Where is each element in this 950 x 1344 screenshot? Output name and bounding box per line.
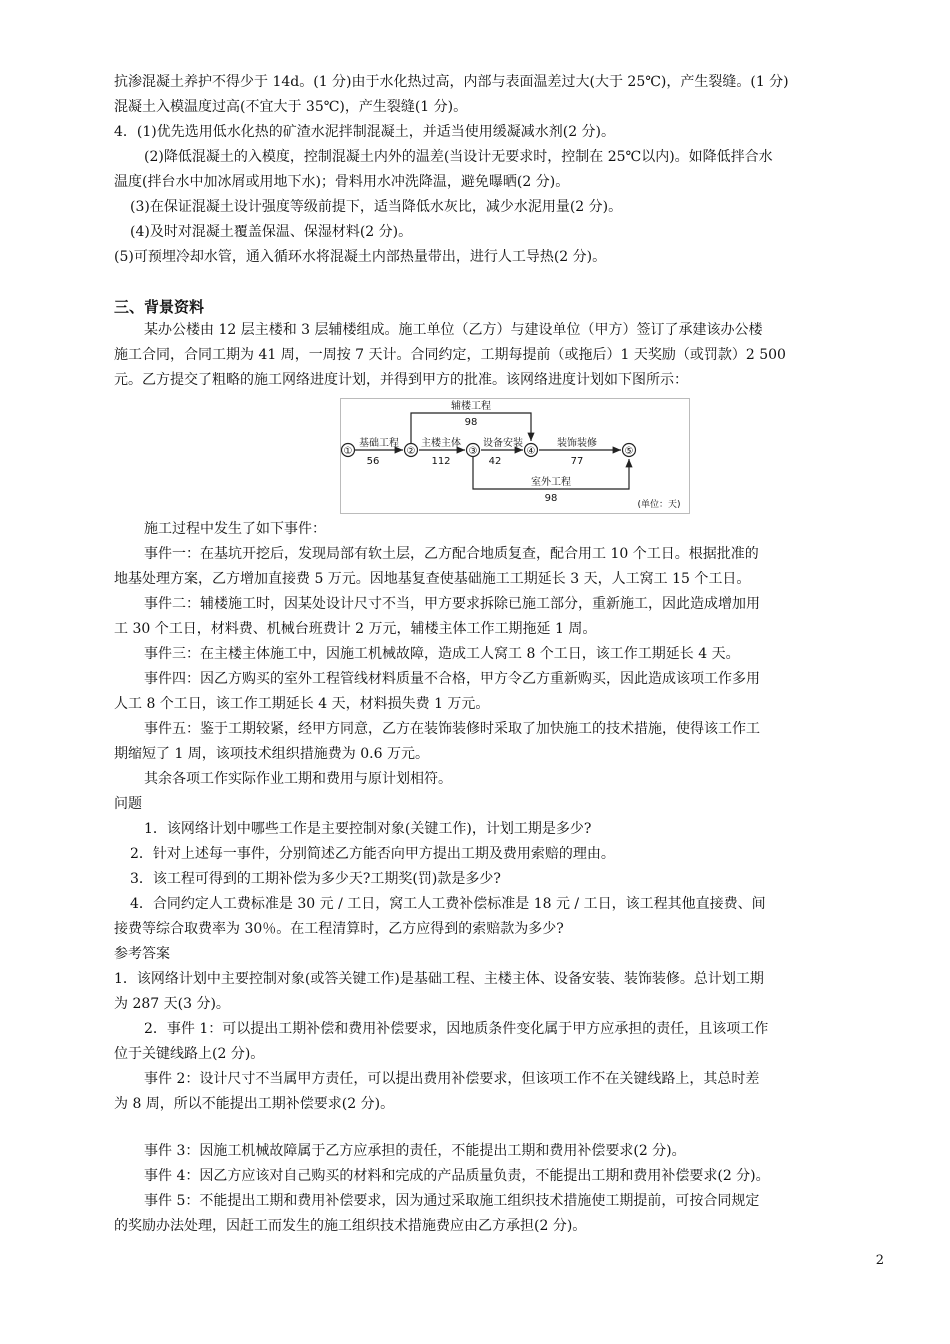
text-line: (3)在保证混凝土设计强度等级前提下，适当降低水灰比，减少水泥用量(2 分)。 bbox=[130, 199, 623, 215]
text-line: (5)可预埋冷却水管，通入循环水将混凝土内部热量带出，进行人工导热(2 分)。 bbox=[114, 249, 607, 265]
activity-name: 主楼主体 bbox=[421, 438, 461, 449]
page-number: 2 bbox=[875, 1253, 884, 1268]
text-line: 元。乙方提交了粗略的施工网络进度计划，并得到甲方的批准。该网络进度计划如下图所示： bbox=[114, 372, 688, 388]
text-line: 温度(拌台水中加冰屑或用地下水)；骨料用水冲洗降温，避免曝晒(2 分)。 bbox=[114, 174, 570, 190]
text-line: 施工合同，合同工期为 41 周，一周按 7 天计。合同约定，工期每提前（或拖后）1 天奖励（或罚款）2 500 bbox=[114, 347, 786, 363]
text-line: 事件 5：不能提出工期和费用补偿要求，因为通过采取施工组织技术措施使工期提前，可按合同规定 bbox=[144, 1193, 760, 1209]
text-line: 问题 bbox=[114, 796, 142, 812]
activity-duration: 56 bbox=[366, 456, 380, 467]
section-heading: 三、背景资料 bbox=[114, 298, 205, 316]
text-line: 抗渗混凝土养护不得少于 14d。(1 分)由于水化热过高，内部与表面温差过大(大于 25℃)，产生裂缝。(1 分) bbox=[114, 74, 789, 90]
node-label: ② bbox=[406, 446, 416, 457]
text-line: 参考答案 bbox=[114, 946, 170, 962]
text-line: (2)降低混凝土的入模度，控制混凝土内外的温差(当设计无要求时，控制在 25℃以内)。如降低拌合水 bbox=[144, 149, 773, 165]
unit-label: (单位：天) bbox=[637, 500, 681, 510]
text-line: 期缩短了 1 周，该项技术组织措施费为 0.6 万元。 bbox=[114, 746, 429, 762]
text-line: 事件五：鉴于工期较紧，经甲方同意，乙方在装饰装修时采取了加快施工的技术措施，使得该工作工 bbox=[144, 721, 760, 737]
text-line: 的奖励办法处理，因赶工而发生的施工组织技术措施费应由乙方承担(2 分)。 bbox=[114, 1218, 587, 1234]
text-line: 地基处理方案，乙方增加直接费 5 万元。因地基复查使基础施工工期延长 3 天，人工窝工 15 个工日。 bbox=[114, 571, 751, 587]
text-line: 人工 8 个工日，该工作工期延长 4 天，材料损失费 1 万元。 bbox=[114, 696, 490, 712]
network-diagram bbox=[340, 398, 690, 514]
text-line: 工 30 个工日，材料费、机械台班费计 2 万元，辅楼主体工作工期拖延 1 周。 bbox=[114, 621, 597, 637]
text-line: 事件 3：因施工机械故障属于乙方应承担的责任，不能提出工期和费用补偿要求(2 分)。 bbox=[144, 1143, 686, 1159]
activity-name: 设备安装 bbox=[483, 438, 523, 449]
text-line: 接费等综合取费率为 30％。在工程清算时，乙方应得到的索赔款为多少? bbox=[114, 921, 564, 937]
node-label: ④ bbox=[526, 446, 536, 457]
text-line: 事件 2：设计尺寸不当属甲方责任，可以提出费用补偿要求，但该项工作不在关键线路上，其总时差 bbox=[144, 1071, 760, 1087]
text-line: 1．该网络计划中主要控制对象(或答关键工作)是基础工程、主楼主体、设备安装、装饰装修。总计划工期 bbox=[114, 971, 764, 987]
activity-duration: 112 bbox=[431, 456, 451, 467]
text-line: 事件四：因乙方购买的室外工程管线材料质量不合格，甲方令乙方重新购买，因此造成该项工作多用 bbox=[144, 671, 760, 687]
node-label: ① bbox=[343, 446, 353, 457]
text-line: 1．该网络计划中哪些工作是主要控制对象(关键工作)，计划工期是多少? bbox=[144, 821, 592, 837]
activity-duration: 98 bbox=[464, 417, 478, 428]
text-line: 3．该工程可得到的工期补偿为多少天?工期奖(罚)款是多少? bbox=[130, 871, 501, 887]
text-line: 某办公楼由 12 层主楼和 3 层辅楼组成。施工单位（乙方）与建设单位（甲方）签订了承建该办公楼 bbox=[144, 322, 763, 338]
activity-name: 装饰装修 bbox=[557, 438, 597, 449]
text-line: 事件一：在基坑开挖后，发现局部有软土层，乙方配合地质复查，配合用工 10 个工日。根据批准的 bbox=[144, 546, 759, 562]
text-line: 为 8 周，所以不能提出工期补偿要求(2 分)。 bbox=[114, 1096, 395, 1112]
network-diagram-svg bbox=[341, 399, 689, 513]
activity-name: 基础工程 bbox=[359, 438, 399, 449]
node-label: ③ bbox=[468, 446, 478, 457]
activity-duration: 98 bbox=[544, 493, 558, 504]
activity-name: 室外工程 bbox=[531, 477, 571, 488]
activity-duration: 42 bbox=[488, 456, 502, 467]
text-line: (4)及时对混凝土覆盖保温、保湿材料(2 分)。 bbox=[130, 224, 413, 240]
activity-name: 辅楼工程 bbox=[451, 401, 491, 412]
text-line: 4．(1)优先选用低水化热的矿渣水泥拌制混凝土，并适当使用缓凝减水剂(2 分)。 bbox=[114, 124, 616, 140]
text-line: 混凝土入模温度过高(不宜大于 35℃)，产生裂缝(1 分)。 bbox=[114, 99, 468, 115]
text-line: 2．事件 1：可以提出工期补偿和费用补偿要求，因地质条件变化属于甲方应承担的责任，且该项工作 bbox=[144, 1021, 769, 1037]
text-line: 2．针对上述每一事件，分别简述乙方能否向甲方提出工期及费用索赔的理由。 bbox=[130, 846, 615, 862]
text-line: 其余各项工作实际作业工期和费用与原计划相符。 bbox=[144, 771, 452, 787]
text-line: 事件三：在主楼主体施工中，因施工机械故障，造成工人窝工 8 个工日，该工作工期延长 4 天。 bbox=[144, 646, 740, 662]
text-line: 位于关键线路上(2 分)。 bbox=[114, 1046, 265, 1062]
text-line: 为 287 天(3 分)。 bbox=[114, 996, 230, 1012]
node-label: ⑤ bbox=[624, 446, 634, 457]
text-line: 施工过程中发生了如下事件： bbox=[144, 521, 326, 537]
text-line: 4．合同约定人工费标准是 30 元 / 工日，窝工人工费补偿标准是 18 元 / 工日，该工程其他直接费、间 bbox=[130, 896, 766, 912]
text-line: 事件二：辅楼施工时，因某处设计尺寸不当，甲方要求拆除已施工部分，重新施工，因此造成增加用 bbox=[144, 596, 760, 612]
activity-duration: 77 bbox=[570, 456, 584, 467]
text-line: 事件 4：因乙方应该对自己购买的材料和完成的产品质量负责，不能提出工期和费用补偿要求(2 分)。 bbox=[144, 1168, 770, 1184]
